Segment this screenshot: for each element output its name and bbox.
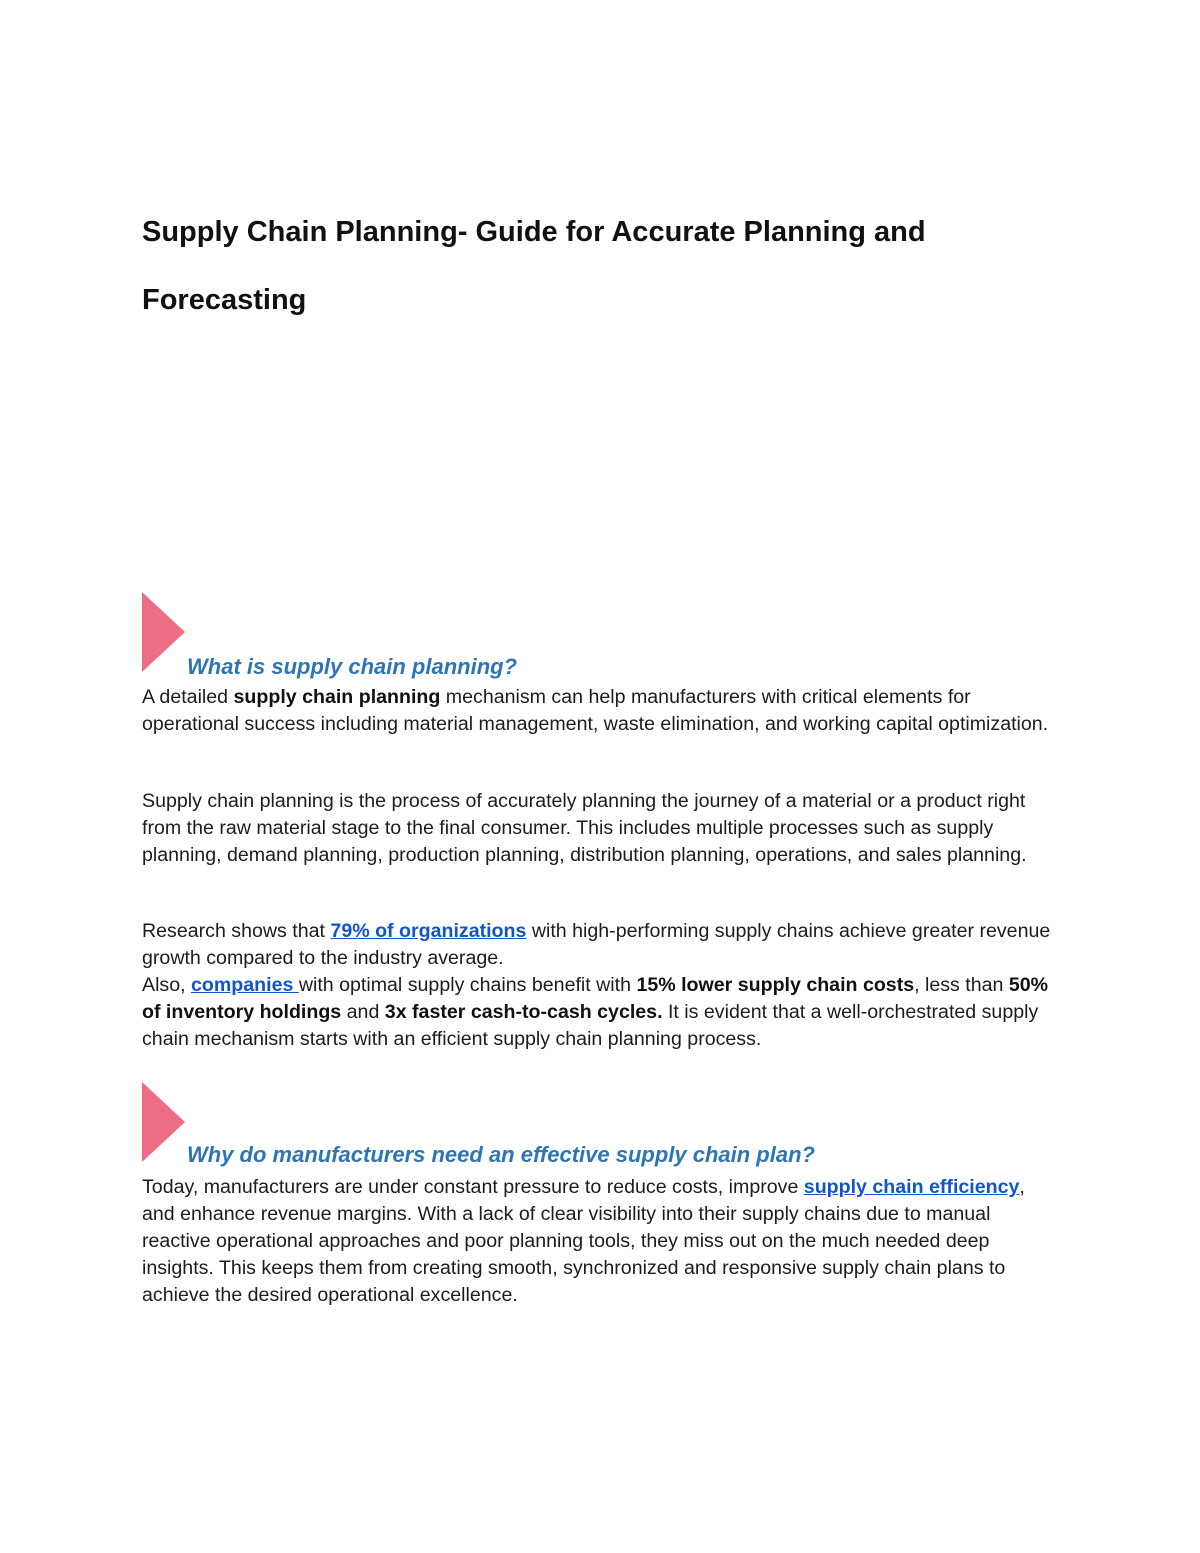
text-run: Research shows that [142,920,331,942]
bold-text: 50% of inventory holdings [142,974,1049,1023]
text-run: with optimal supply chains benefit with [298,974,637,996]
bold-text: 3x faster cash-to-cash cycles. [384,1001,663,1023]
text-run: Also, [142,974,192,996]
text-run: and [341,1001,385,1023]
text-run: It is evident that a well-orchestrated supply chain mechanism starts with an efficient supply chain planning process. [142,1001,1039,1050]
bold-text: 15% lower supply chain costs [636,974,915,996]
text-run: , less than [914,974,1009,996]
text-run: Today, manufacturers are under constant pressure to reduce costs, improve [142,1176,804,1198]
section-heading-what-is-scp: What is supply chain planning? [187,654,518,679]
link-79-percent-organizations[interactable]: 79% of organizations [330,920,527,942]
paragraph-scp-intro [142,684,1062,738]
section-heading-why-manufacturers: Why do manufacturers need an effective supply chain plan? [187,1142,815,1167]
paragraph-scp-definition: Supply chain planning is the process of accurately planning the journey of a material or a product right from the raw material stage to the final consumer. This includes multiple processes such as supply planning, demand planning, production planning, distribution planning, operations, and sales planning. [142,790,1027,866]
paragraph-manufacturer-pressure [142,1174,1062,1309]
page-title: Supply Chain Planning- Guide for Accurate Planning and Forecasting [142,216,926,316]
bold-text: supply chain planning [233,686,441,708]
link-companies[interactable]: companies [191,974,299,996]
text-run: with high-performing supply chains achieve greater revenue growth compared to the industry average. [142,920,1051,969]
paragraph-research-stats [142,918,1062,1053]
text-run: mechanism can help manufacturers with critical elements for operational success including material management, waste elimination, and working capital optimization. [142,686,1049,735]
triangle-marker-icon [142,1082,185,1162]
link-supply-chain-efficiency[interactable]: supply chain efficiency [803,1176,1020,1198]
text-run: , and enhance revenue margins. With a lack of clear visibility into their supply chains due to manual reactive operational approaches and poor planning tools, they miss out on the much needed deep insights. This keeps them from creating smooth, synchronized and responsive supply chain plans to achieve the desired operational excellence. [142,1176,1025,1306]
triangle-marker-icon [142,592,185,672]
text-run: A detailed [142,686,234,708]
